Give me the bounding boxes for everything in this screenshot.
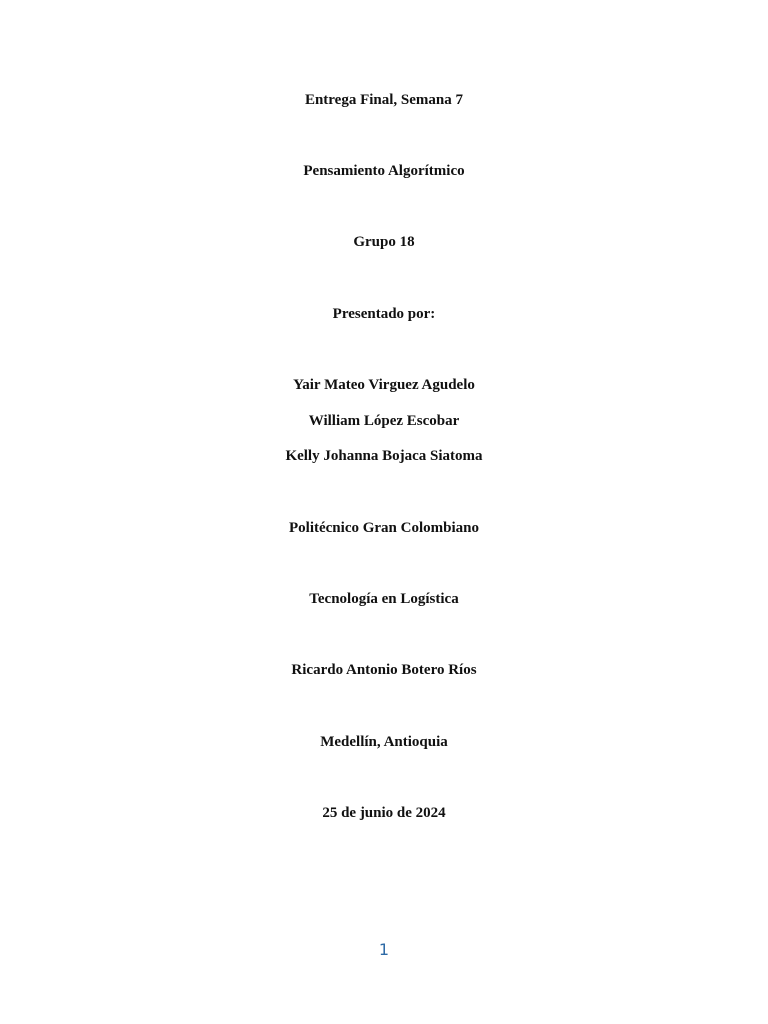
group-name: Grupo 18 [353,234,415,250]
author-name: Kelly Johanna Bojaca Siatoma [285,448,483,464]
course-name: Pensamiento Algorítmico [303,163,465,179]
page-number: 1 [378,940,390,959]
document-date: 25 de junio de 2024 [322,805,446,821]
city-location: Medellín, Antioquia [320,734,448,750]
program-name: Tecnología en Logística [309,591,459,607]
presented-by-label: Presentado por: [332,306,436,322]
institution-name: Politécnico Gran Colombiano [289,520,479,536]
document-title: Entrega Final, Semana 7 [304,92,464,108]
author-name: William López Escobar [308,413,460,429]
teacher-name: Ricardo Antonio Botero Ríos [291,662,477,678]
author-name: Yair Mateo Virguez Agudelo [293,377,475,393]
